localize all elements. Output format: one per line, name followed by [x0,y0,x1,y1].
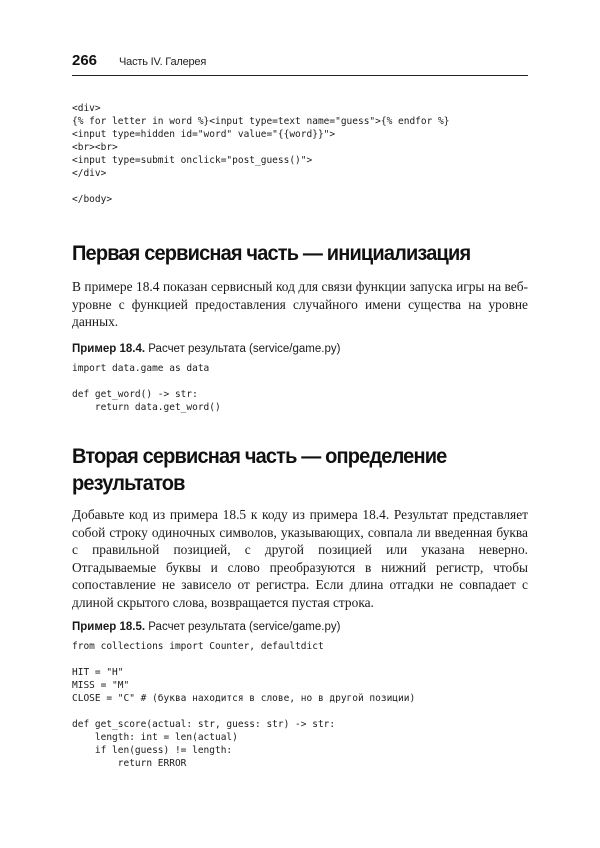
code-line: {% for letter in word %}<input type=text name="guess">{% endfor %} [72,116,450,127]
code-line: length: int = len(actual) [72,732,238,743]
code-line: <br><br> [72,142,118,153]
example-caption-18-4 [72,343,340,355]
code-line [72,653,415,666]
section-paragraph-init: В примере 18.4 показан сервисный код для связи функции запуска игры на веб-уровне с функцией предоставления случайного имени существа на уровне данных. [72,279,528,330]
code-line: </div> [72,168,107,179]
page-header [72,52,528,76]
heading-line: результатов [72,471,185,495]
section-heading-init: Первая сервисная часть — инициализация [72,241,471,265]
code-line: HIT = "H" [72,667,124,678]
code-line [72,705,415,718]
section-paragraph-score: Добавьте код из примера 18.5 к коду из примера 18.4. Результат представляет собой строку одиночных символов, указывающих, совпала ли введенная буква с правильной позицией, с другой позицией или указана неверно. Отгадываемые буквы и слово преобразуются в нижний регистр, чтобы сопоставление не зависело от регистра. Если длина отгадки не совпадает с длиной скрытого слова, возвращается пустая строка. [72,507,528,610]
example-label: Пример 18.5. [72,621,146,633]
code-line: <div> [72,103,101,114]
code-line: def get_word() -> str: [72,389,198,400]
code-line: if len(guess) != length: [72,745,233,756]
code-line: from collections import Counter, defaultdict [72,641,324,652]
code-line: import data.game as data [72,363,210,374]
code-line: return ERROR [72,758,187,769]
example-title: Расчет результата (service/game.py) [148,343,341,355]
section-heading-score [72,443,500,497]
running-title: Часть IV. Галерея [119,56,207,68]
code-line: <input type=submit onclick="post_guess()"> [72,155,313,166]
code-line: </body> [72,194,113,205]
code-line: CLOSE = "C" # (буква находится в слове, но в другой позиции) [72,693,416,704]
code-line: def get_score(actual: str, guess: str) -> str: [72,719,336,730]
code-block-html [72,102,450,206]
code-block-example-18-4 [72,362,221,414]
code-line: return data.get_word() [72,402,221,413]
page-number: 266 [72,52,98,69]
heading-line: Вторая сервисная часть — определение [72,444,447,468]
code-block-example-18-5 [72,640,415,770]
example-title: Расчет результата (service/game.py) [148,621,341,633]
example-caption-18-5 [72,621,340,633]
code-line [72,180,450,193]
code-line: MISS = "M" [72,680,130,691]
code-line: <input type=hidden id="word" value="{{word}}"> [72,129,336,140]
example-label: Пример 18.4. [72,343,146,355]
code-line [72,375,221,388]
